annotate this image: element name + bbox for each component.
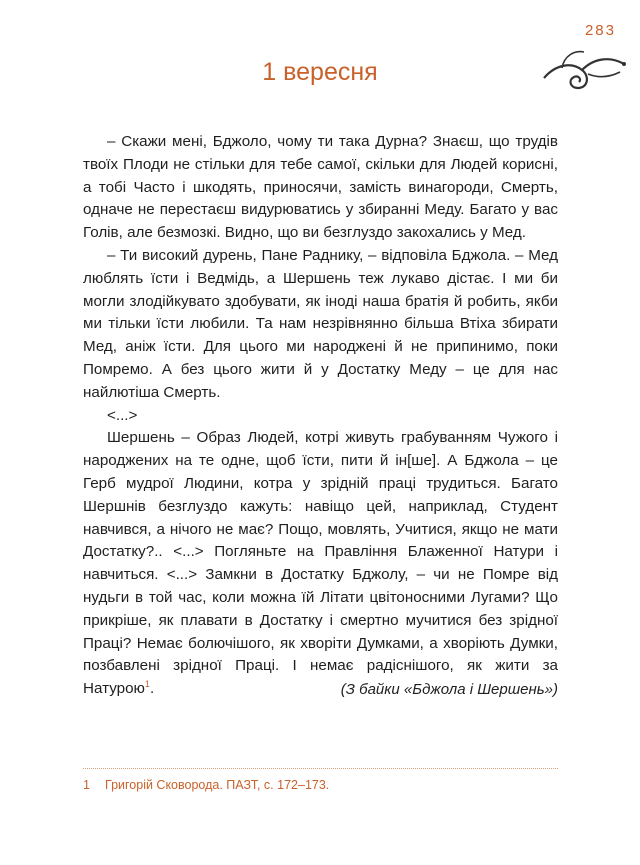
page-title: 1 вересня: [262, 58, 378, 86]
footnote-number: 1: [83, 778, 90, 792]
footnote-text: Григорій Сковорода. ПАЗТ, с. 172–173.: [105, 778, 330, 792]
paragraph-1: – Скажи мені, Бджоло, чому ти така Дурна? Знаєш, що трудів твоїх Плоди не стільки для тебе самої, скільки для Людей корисні, а тобі Часто і шкодять, приносячи, замість винагороди, Смерть, одначе не перестаєш видурюватись у збиранні Меду. Багато у вас Голів, але безмозкі. Видно, що ви безглуздо закохались у Мед.: [83, 133, 558, 242]
footnote-reference[interactable]: 1: [144, 679, 150, 690]
paragraph-4-text: Шершень – Образ Людей, котрі живуть грабуванням Чужого і народжених на те одне, щоб їсти, пити й ін[ше]. А Бджола – це Герб мудрої Людини, котра у зрідній праці трудиться. Багато Шершнів безглуздо кажуть: навіщо цей, наприклад, Студент навчився, а нічого не має? Пощо, мовлять, Учитися, якщо не мати Достатку?.. <...> Погляньте на Правління Блаженної Натури і навчиться. <...> Замкни в Достатку Бджолу, – чи не Помре від нудьги в той час, коли можна їй Літати цвітоносними Лугами? Що прикріше, як плавати в Достатку і смертно мучитися без зрідної Праці? Немає болючішого, як хворіти Думками, а хворіють Думки, позбавлені зрідної Праці. І немає радіснішого, як жити за Натурою: [83, 429, 558, 698]
page-number: 283: [584, 22, 616, 39]
paragraph-2: – Ти високий дурень, Пане Раднику, – відповіла Бджола. – Мед люблять їсти і Ведмідь, а Шершень теж лукаво дістає. І ми би могли злодійкувато здобувати, як іноді наша братія й робить, якби ми тільки їсти любили. Та нам незрівнянно більша Втіха збирати Мед, аніж їсти. Для цього ми народжені й не припинимо, поки Помремо. А без цього жити й у Достатку Меду – це для нас найлютіша Смерть.: [83, 246, 558, 401]
footnote: [83, 778, 558, 792]
source-citation: (З байки «Бджола і Шершень»): [340, 681, 558, 698]
body-text: [83, 131, 558, 701]
ellipsis-paragraph: <...>: [107, 406, 138, 424]
paragraph-4: Шершень – Образ Людей, котрі живуть грабуванням Чужого і народжених на те одне, щоб їсти, пити й ін[ше]. А Бджола – це Герб мудрої Людини, котра у зрідній праці трудиться. Багато Шершнів безглуздо кажуть: навіщо цей, наприклад, Студент навчився, а нічого не має? Пощо, мовлять, Учитися, якщо не мати Достатку?.. <...> Погляньте на Правління Блаженної Натури і навчиться. <...> Замкни в Достатку Бджолу, – чи не Помре від нудьги в той час, коли можна їй Літати цвітоносними Лугами? Що прикріше, як плавати в Достатку і смертно мучитися без зрідної Праці? Немає болючішого, як хворіти Думками, а хворіють Думки, позбавлені зрідної Праці. І немає радіснішого, як жити за Натурою$^1$.: [83, 429, 558, 698]
footnote-divider: [83, 768, 558, 769]
